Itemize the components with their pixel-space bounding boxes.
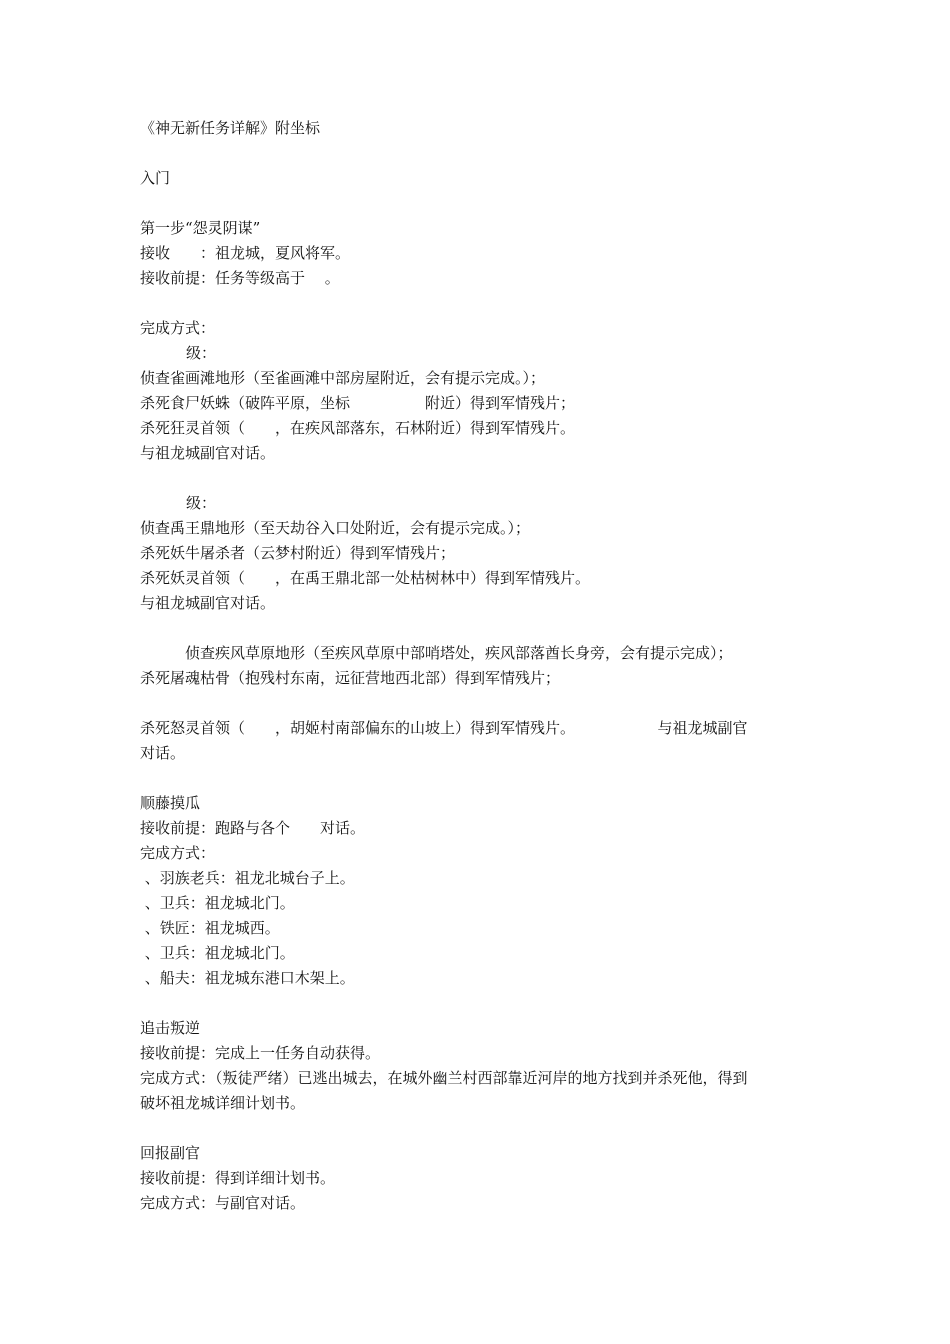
quest1-prereq: 接收前提：任务等级高于 。 — [140, 269, 340, 287]
quest1-level-b-line: 侦查禹王鼎地形（至天劫谷入口处附近，会有提示完成。）； — [140, 519, 531, 537]
quest2-step: 、船夫：祖龙城东港口木架上。 — [140, 969, 355, 987]
quest1-level-b-label: 级： — [156, 494, 217, 512]
quest3-heading: 追击叛逆 — [140, 1019, 201, 1037]
document-title: 《神无新任务详解》附坐标 — [140, 119, 321, 137]
quest1-level-a-line: 侦查雀画滩地形（至雀画滩中部房屋附近，会有提示完成。）； — [140, 369, 546, 387]
section-heading: 入门 — [140, 169, 171, 187]
quest1-level-a-label: 级： — [156, 344, 217, 362]
quest1-level-c-line: 杀死屠魂枯骨（抱残村东南，远征营地西北部）得到军情残片； — [140, 669, 561, 687]
quest3-method: 完成方式：（叛徒严绪）已逃出城去，在城外幽兰村西部靠近河岸的地方找到并杀死他，得到 — [140, 1069, 748, 1087]
quest1-level-a-line: 杀死狂灵首领（ ，在疾风部落东，石林附近）得到军情残片。 — [140, 419, 576, 437]
quest1-heading: 第一步“怨灵阴谋” — [140, 219, 261, 237]
quest1-level-c-line: 对话。 — [140, 744, 186, 762]
quest2-step: 、羽族老兵：祖龙北城台子上。 — [140, 869, 355, 887]
quest4-prereq: 接收前提：得到详细计划书。 — [140, 1169, 336, 1187]
quest3-method-cont: 破坏祖龙城详细计划书。 — [140, 1094, 306, 1112]
quest2-step: 、卫兵：祖龙城北门。 — [140, 944, 295, 962]
quest2-step: 、铁匠：祖龙城西。 — [140, 919, 280, 937]
quest1-method-label: 完成方式： — [140, 319, 216, 337]
quest1-level-c-line: 杀死怒灵首领（ ，胡姬村南部偏东的山坡上）得到军情残片。 与祖龙城副官 — [140, 719, 748, 737]
quest2-step: 、卫兵：祖龙城北门。 — [140, 894, 295, 912]
quest2-prereq: 接收前提：跑路与各个 对话。 — [140, 819, 366, 837]
quest1-level-b-line: 与祖龙城副官对话。 — [140, 594, 276, 612]
quest1-level-b-line: 杀死妖灵首领（ ，在禹王鼎北部一处枯树林中）得到军情残片。 — [140, 569, 591, 587]
quest1-level-c-line: 侦查疾风草原地形（至疾风草原中部哨塔处，疾风部落酋长身旁，会有提示完成）； — [140, 644, 733, 662]
quest1-receive: 接收 ：祖龙城，夏风将军。 — [140, 244, 351, 262]
quest1-level-b-line: 杀死妖牛屠杀者（云梦村附近）得到军情残片； — [140, 544, 456, 562]
quest4-method: 完成方式：与副官对话。 — [140, 1194, 306, 1212]
quest3-prereq: 接收前提：完成上一任务自动获得。 — [140, 1044, 381, 1062]
quest2-method-label: 完成方式： — [140, 844, 216, 862]
quest4-heading: 回报副官 — [140, 1144, 201, 1162]
quest1-level-a-line: 与祖龙城副官对话。 — [140, 444, 276, 462]
quest1-level-a-line: 杀死食尸妖蛛（破阵平原，坐标 附近）得到军情残片； — [140, 394, 576, 412]
quest2-heading: 顺藤摸瓜 — [140, 794, 201, 812]
